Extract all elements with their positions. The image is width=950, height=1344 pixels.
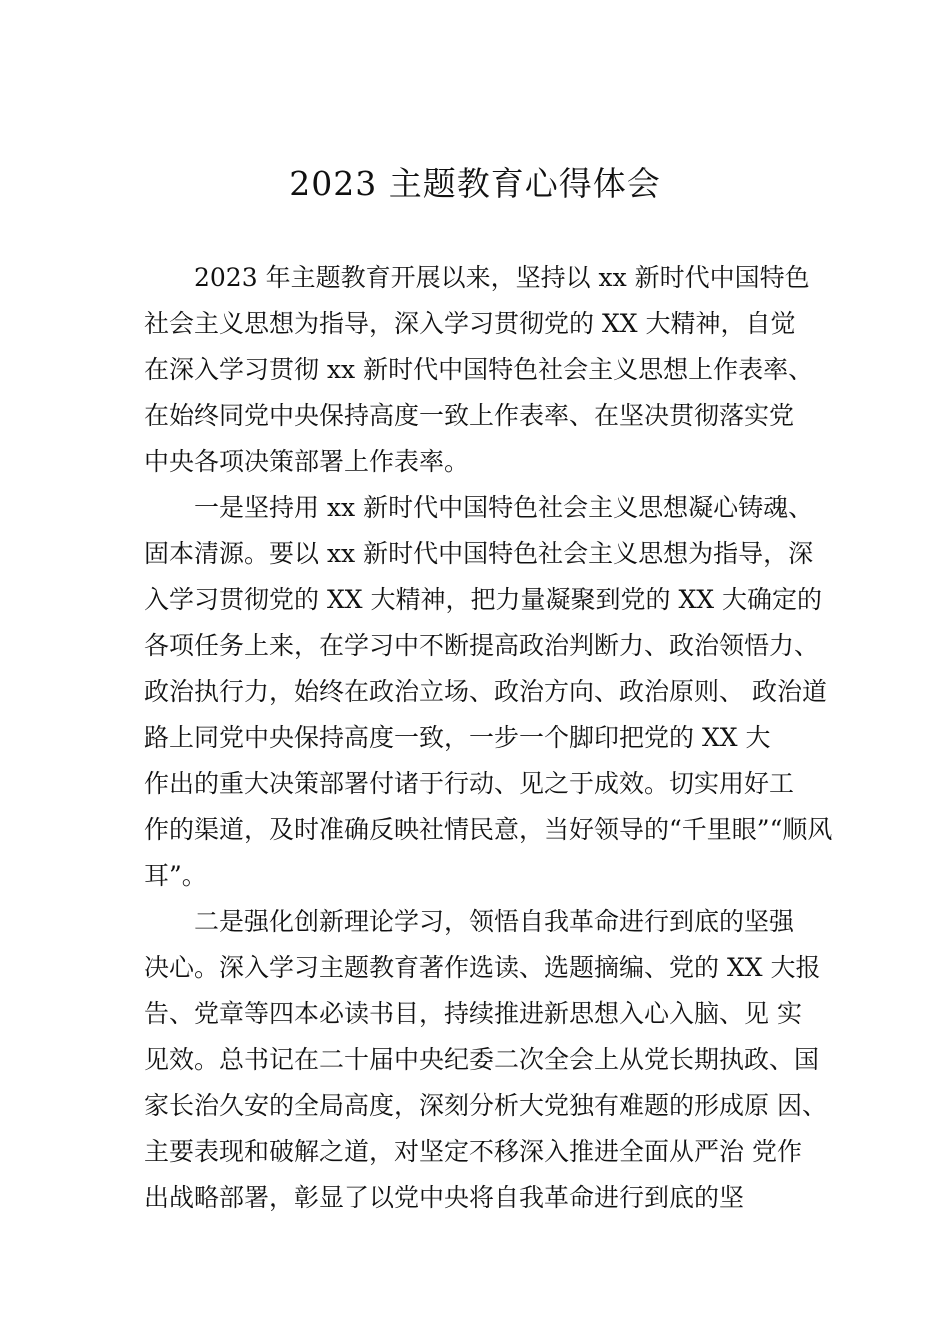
text-line: 决心。深入学习主题教育著作选读、选题摘编、党的 XX 大报 bbox=[144, 953, 821, 982]
text-line: 耳”。 bbox=[144, 861, 207, 890]
text-line: 入学习贯彻党的 XX 大精神，把力量凝聚到党的 XX 大确定的 bbox=[144, 585, 822, 614]
text-line: 政治执行力，始终在政治立场、政治方向、政治原则、 政治道 bbox=[144, 677, 827, 706]
text-line: 作出的重大决策部署付诸于行动、见之于成效。切实用好工 bbox=[144, 769, 795, 798]
text-line: 出战略部署，彰显了以党中央将自我革命进行到底的坚 bbox=[144, 1183, 745, 1212]
text-line: 告、党章等四本必读书目，持续推进新思想入心入脑、见 实 bbox=[144, 999, 802, 1028]
text-line: 在深入学习贯彻 xx 新时代中国特色社会主义思想上作表率、 bbox=[144, 355, 814, 384]
text-line: 二是强化创新理论学习，领悟自我革命进行到底的坚强 bbox=[194, 907, 795, 936]
text-line: 一是坚持用 xx 新时代中国特色社会主义思想凝心铸魂、 bbox=[194, 493, 814, 522]
text-line: 主要表现和破解之道，对坚定不移深入推进全面从严治 党作 bbox=[144, 1137, 802, 1166]
paragraph-2 bbox=[144, 485, 834, 899]
paragraph-1 bbox=[144, 255, 834, 485]
document-title: 2023 主题教育心得体会 bbox=[289, 164, 661, 203]
text-line: 家长治久安的全局高度，深刻分析大党独有难题的形成原 因、 bbox=[144, 1091, 827, 1120]
document-body bbox=[144, 255, 834, 1221]
text-line: 在始终同党中央保持高度一致上作表率、在坚决贯彻落实党 bbox=[144, 401, 795, 430]
text-line: 固本清源。要以 xx 新时代中国特色社会主义思想为指导，深 bbox=[144, 539, 814, 568]
text-line: 2023 年主题教育开展以来，坚持以 xx 新时代中国特色 bbox=[194, 263, 810, 292]
text-line: 各项任务上来，在学习中不断提高政治判断力、政治领悟力、 bbox=[144, 631, 820, 660]
text-line: 见效。总书记在二十届中央纪委二次全会上从党长期执政、国 bbox=[144, 1045, 820, 1074]
paragraph-3 bbox=[144, 899, 834, 1221]
text-line: 路上同党中央保持高度一致，一步一个脚印把党的 XX 大 bbox=[144, 723, 771, 752]
text-line: 作的渠道，及时准确反映社情民意，当好领导的“千里眼”“顺风 bbox=[144, 815, 833, 844]
text-line: 社会主义思想为指导，深入学习贯彻党的 XX 大精神，自觉 bbox=[144, 309, 796, 338]
text-line: 中央各项决策部署上作表率。 bbox=[144, 447, 470, 476]
